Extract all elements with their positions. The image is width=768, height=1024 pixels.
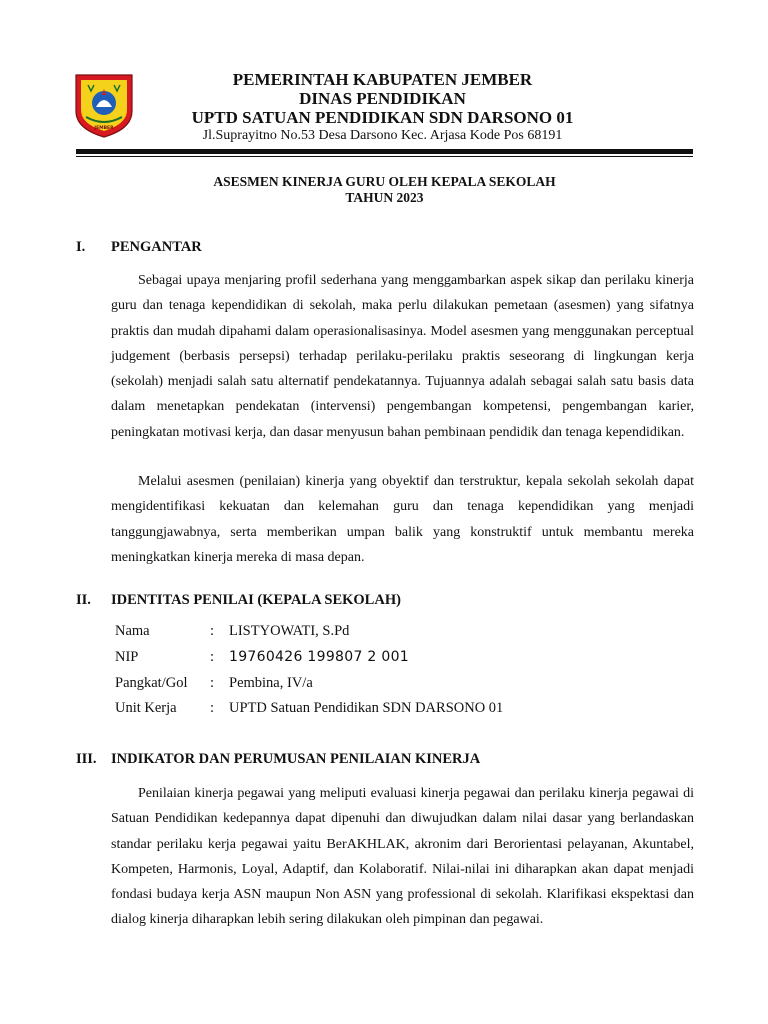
header-address: Jl.Suprayitno No.53 Desa Darsono Kec. Arjasa Kode Pos 68191 <box>202 128 563 143</box>
identity-label: Unit Kerja <box>115 700 177 716</box>
header-department: DINAS PENDIDIKAN <box>299 89 466 108</box>
identity-value: UPTD Satuan Pendidikan SDN DARSONO 01 <box>229 700 504 716</box>
identity-label: Nama <box>115 623 150 639</box>
header-government: PEMERINTAH KABUPATEN JEMBER <box>232 70 533 89</box>
header-school: UPTD SATUAN PENDIDIKAN SDN DARSONO 01 <box>191 108 574 127</box>
section-2-number: II. <box>76 592 91 608</box>
identity-value: Pembina, IV/a <box>229 675 313 691</box>
identity-value: LISTYOWATI, S.Pd <box>229 623 350 639</box>
document-title: ASESMEN KINERJA GURU OLEH KEPALA SEKOLAH <box>213 174 556 189</box>
section-3-number: III. <box>76 751 97 767</box>
identity-label: NIP <box>115 649 139 665</box>
svg-text:JEMBER: JEMBER <box>94 126 114 131</box>
identity-colon: : <box>210 700 215 716</box>
document-year: TAHUN 2023 <box>345 190 424 205</box>
section-1-number: I. <box>76 239 86 255</box>
section-3-title: INDIKATOR DAN PERUMUSAN PENILAIAN KINERJA <box>111 751 481 767</box>
identity-colon: : <box>210 623 215 639</box>
section-1-paragraph-2: Melalui asesmen (penilaian) kinerja yang obyektif dan terstruktur, kepala sekolah sekolah dapat mengidentifikasi kekuatan dan kelemahan guru dan tenaga kependidikan yang menjadi tanggungjawabnya, serta memberikan umpan balik yang konstruktif untuk membantu mereka meningkatkan kinerja mereka di masa depan. <box>111 474 694 565</box>
jember-crest-logo <box>74 73 134 139</box>
section-3-paragraph-1: Penilaian kinerja pegawai yang meliputi evaluasi kinerja pegawai dan perilaku kinerja pegawai di Satuan Pendidikan kedepannya dapat dipenuhi dan diwujudkan dalam nilai dasar yang berlandaskan standar perilaku kerja pegawai yaitu BerAKHLAK, akronim dari Berorientasi pelayanan, Akuntabel, Kompeten, Harmonis, Loyal, Adaptif, dan Kolaboratif. Nilai-nilai ini diharapkan akan dapat menjadi fondasi budaya kerja ASN maupun Non ASN yang professional di sekolah. Klarifikasi ekspektasi dan dialog kinerja diharapkan lebih sering dilakukan oleh pimpinan dan pegawai. <box>111 786 694 928</box>
identity-colon: : <box>210 649 215 665</box>
section-1-title: PENGANTAR <box>111 239 202 255</box>
section-2-title: IDENTITAS PENILAI (KEPALA SEKOLAH) <box>111 592 401 608</box>
identity-value: 19760426 199807 2 001 <box>229 649 409 665</box>
section-1-paragraph-1: Sebagai upaya menjaring profil sederhana yang menggambarkan aspek sikap dan perilaku kinerja guru dan tenaga kependidikan di sekolah, maka perlu dilakukan pemetaan (asesmen) yang sifatnya praktis dan mudah dipahami dalam operasionalisasinya. Model asesmen yang menggunakan perceptual judgement (berbasis persepsi) terhadap perilaku-perilaku praktis seseorang di lingkungan kerja (sekolah) menjadi salah satu alternatif pendekatannya. Tujuannya adalah sebagai salah satu basis data dalam menetapkan pendekatan (intervensi) pengembangan kompetensi, pengembangan karier, peningkatan motivasi kerja, dan dasar menyusun bahan pembinaan pendidik dan tenaga kependidikan. <box>111 273 694 440</box>
header-rule-thin <box>76 156 693 157</box>
identity-colon: : <box>210 675 215 691</box>
identity-label: Pangkat/Gol <box>115 675 188 691</box>
header-rule-thick <box>76 149 693 154</box>
